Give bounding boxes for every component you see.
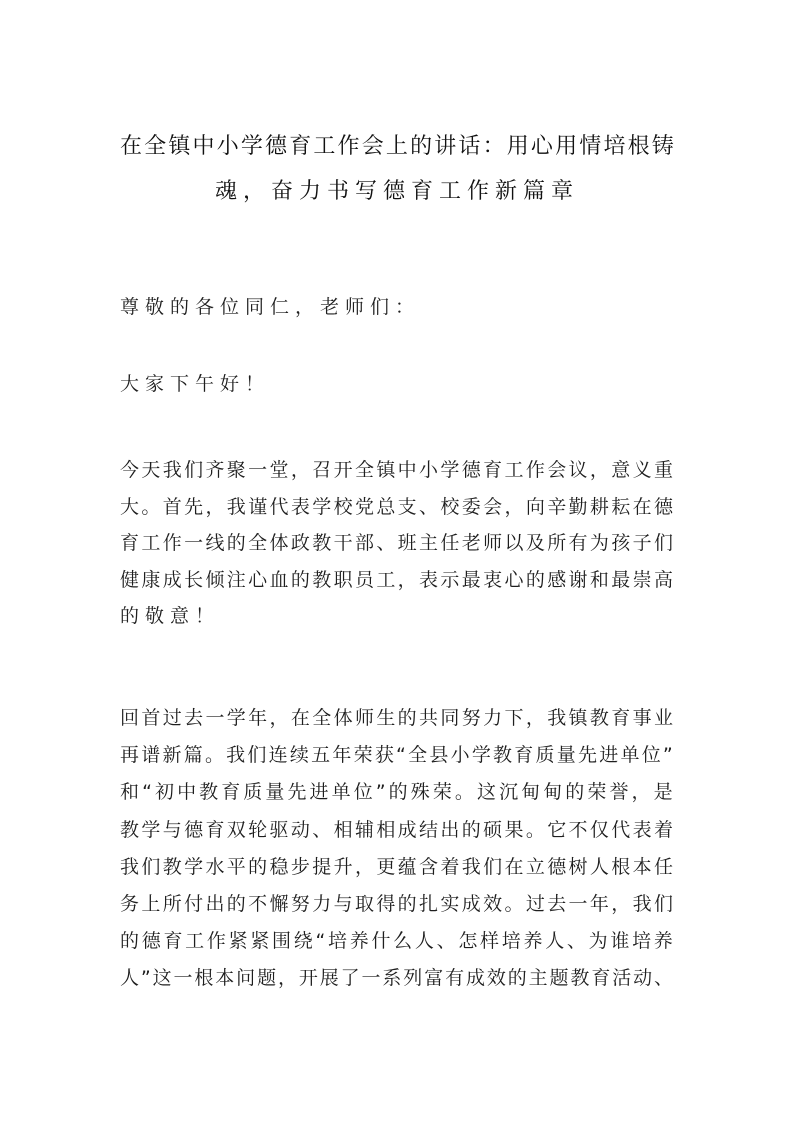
document-title-line-2: 魂，奋力书写德育工作新篇章 xyxy=(214,179,579,204)
paragraph-line: 今 天 我 们 齐 聚 一 堂 ， 召 开 全 镇 中 小 学 德 育 工 作 会 议 ， 意 义 重 xyxy=(120,459,673,481)
paragraph-line: 回 首 过 去 一 学 年 ， 在 全 体 师 生 的 共 同 努 力 下 ， 我 镇 教 育 事 业 xyxy=(120,707,673,729)
paragraph-line: 的敬意！ xyxy=(120,605,221,627)
paragraph-line: 务 上 所 付 出 的 不 懈 努 力 与 取 得 的 扎 实 成 效 。 过 去 一 年 ， 我 们 xyxy=(120,893,673,915)
paragraph-line: 教 学 与 德 育 双 轮 驱 动 、 相 辅 相 成 结 出 的 硕 果 。 它 不 仅 代 表 着 xyxy=(120,819,673,841)
paragraph-line: 人 ” 这 一 根 本 问 题 ， 开 展 了 一 系 列 富 有 成 效 的 主 题 教 育 活 动 、 xyxy=(120,967,673,989)
paragraph-line: 育 工 作 一 线 的 全 体 政 教 干 部 、 班 主 任 老 师 以 及 所 有 为 孩 子 们 xyxy=(120,532,673,554)
greeting: 大家下午好！ xyxy=(120,373,271,395)
salutation: 尊敬的各位同仁，老师们： xyxy=(120,296,421,318)
paragraph-line: 再 谱 新 篇 。 我 们 连 续 五 年 荣 获 “ 全 县 小 学 教 育 质 量 先 进 单 位 ” xyxy=(120,744,673,766)
paragraph-line: 的 德 育 工 作 紧 紧 围 绕 “ 培 养 什 么 人 、 怎 样 培 养 人 、 为 谁 培 养 xyxy=(120,930,673,952)
paragraph-line: 大 。 首 先 ， 我 谨 代 表 学 校 党 总 支 、 校 委 会 ， 向 辛 勤 耕 耘 在 德 xyxy=(120,496,673,518)
paragraph-line: 和 “ 初 中 教 育 质 量 先 进 单 位 ” 的 殊 荣 。 这 沉 甸 甸 的 荣 誉 ， 是 xyxy=(120,781,673,803)
document-title-line-1: 在 全 镇 中 小 学 德 育 工 作 会 上 的 讲 话 ： 用 心 用 情 培 根 铸 xyxy=(120,134,674,159)
paragraph-line: 健 康 成 长 倾 注 心 血 的 教 职 员 工 ， 表 示 最 衷 心 的 感 谢 和 最 崇 高 xyxy=(120,569,673,591)
paragraph-line: 我 们 教 学 水 平 的 稳 步 提 升 ， 更 蕴 含 着 我 们 在 立 德 树 人 根 本 任 xyxy=(120,856,673,878)
